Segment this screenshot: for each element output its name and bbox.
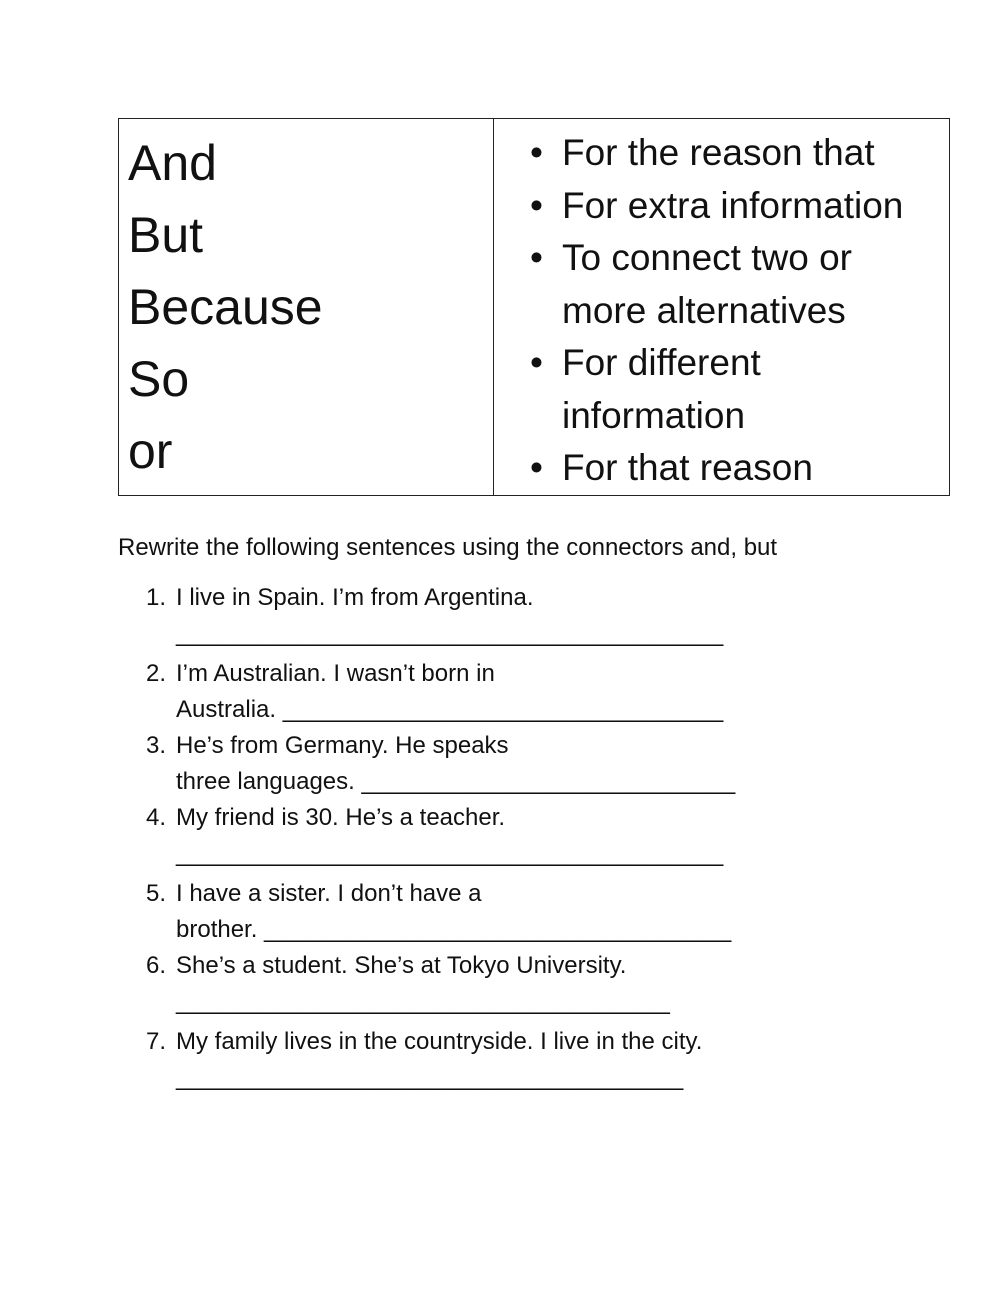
bullet-icon: •	[530, 132, 543, 173]
exercise-number: 3.	[146, 732, 167, 759]
exercise-number: 1.	[146, 584, 167, 611]
answer-blank[interactable]: brother. ___________________________________	[176, 916, 732, 943]
exercise-number: 7.	[146, 1028, 167, 1055]
meaning-item	[530, 442, 949, 495]
exercise-item-5	[146, 876, 826, 948]
bullet-icon: •	[530, 237, 543, 278]
meaning-text: For extra information	[562, 184, 904, 226]
meaning-item	[530, 232, 949, 337]
connectors-cell	[119, 119, 494, 496]
answer-blank[interactable]: _________________________________________	[176, 620, 724, 647]
bullet-icon: •	[530, 447, 543, 488]
exercise-sentence: He’s from Germany. He speaks	[176, 732, 509, 759]
connector-and: And	[128, 135, 217, 191]
exercise-number: 4.	[146, 804, 167, 831]
connector-so: So	[128, 351, 190, 407]
meanings-list	[494, 119, 949, 495]
meaning-item	[530, 180, 949, 233]
exercise-sentence: I live in Spain. I’m from Argentina.	[176, 584, 534, 611]
bullet-icon: •	[530, 184, 543, 226]
exercise-number: 2.	[146, 660, 167, 687]
exercise-item-4	[146, 800, 826, 872]
exercise-sentence: I’m Australian. I wasn’t born in	[176, 660, 495, 687]
exercise-item-3	[146, 728, 826, 800]
exercise-list	[146, 580, 826, 1096]
answer-blank[interactable]: Australia. _________________________________	[176, 696, 724, 723]
meaning-text: For that reason	[562, 447, 813, 488]
exercise-sentence: I have a sister. I don’t have a	[176, 880, 482, 907]
answer-blank[interactable]: _____________________________________	[176, 988, 670, 1015]
exercise-sentence: My friend is 30. He’s a teacher.	[176, 804, 506, 831]
exercise-item-2	[146, 656, 826, 728]
meaning-text: For the reason that	[562, 132, 875, 173]
exercise-item-1	[146, 580, 826, 652]
exercise-sentence: She’s a student. She’s at Tokyo University.	[176, 952, 627, 979]
table-row	[119, 119, 950, 496]
connector-because: Because	[128, 279, 323, 335]
meaning-text: For different information	[562, 342, 761, 436]
meanings-cell	[494, 119, 950, 496]
meaning-item	[530, 337, 949, 442]
bullet-icon: •	[530, 342, 543, 383]
meaning-item	[530, 127, 949, 180]
connector-but: But	[128, 207, 204, 263]
instruction-text: Rewrite the following sentences using the connectors and, but	[118, 534, 778, 561]
exercise-sentence: My family lives in the countryside. I live in the city.	[176, 1028, 703, 1055]
exercise-number: 6.	[146, 952, 167, 979]
exercise-item-6	[146, 948, 826, 1020]
answer-blank[interactable]: ______________________________________	[176, 1064, 684, 1091]
exercise-item-7	[146, 1024, 826, 1096]
answer-blank[interactable]: _________________________________________	[176, 840, 724, 867]
connector-matching-table	[118, 118, 950, 496]
connectors-list	[119, 119, 493, 487]
exercise-number: 5.	[146, 880, 167, 907]
meaning-text: To connect two or more alternatives	[562, 237, 852, 331]
connector-or: or	[128, 423, 173, 479]
answer-blank[interactable]: three languages. ____________________________	[176, 768, 736, 795]
